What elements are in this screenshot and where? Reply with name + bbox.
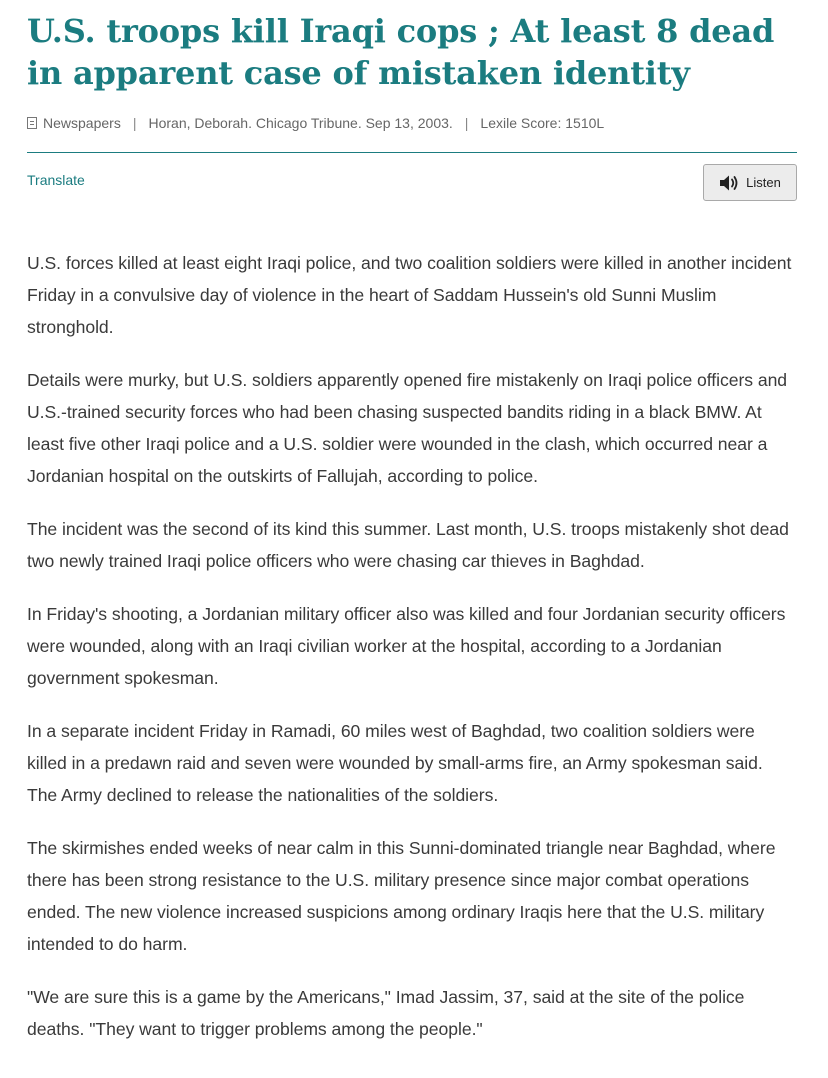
article-headline: U.S. troops kill Iraqi cops ; At least 8 dead in apparent case of mistaken identity bbox=[27, 12, 775, 92]
speaker-icon bbox=[719, 174, 739, 192]
article-tools bbox=[27, 153, 797, 205]
article-meta bbox=[27, 114, 797, 132]
listen-label: Listen bbox=[746, 175, 781, 190]
translate-link[interactable]: Translate bbox=[27, 172, 85, 188]
meta-separator: | bbox=[132, 115, 137, 131]
citation: Horan, Deborah. Chicago Tribune. Sep 13, 2003. bbox=[148, 115, 453, 131]
article-paragraph: Details were murky, but U.S. soldiers apparently opened fire mistakenly on Iraqi police officers and U.S.-trained security forces who had been chasing suspected bandits riding in a black BMW. At least five other Iraqi police and a U.S. soldier were wounded in the clash, which occurred near a Jordanian hospital on the outskirts of Fallujah, according to police. bbox=[27, 370, 788, 486]
article-paragraph: In a separate incident Friday in Ramadi, 60 miles west of Baghdad, two coalition soldiers were killed in a predawn raid and seven were wounded by small-arms fire, an Army spokesman said. The Army declined to release the nationalities of the soldiers. bbox=[27, 721, 763, 805]
article-paragraph: The incident was the second of its kind this summer. Last month, U.S. troops mistakenly shot dead two newly trained Iraqi police officers who were chasing car thieves in Baghdad. bbox=[27, 519, 789, 571]
article-paragraph: The skirmishes ended weeks of near calm in this Sunni-dominated triangle near Baghdad, where there has been strong resistance to the U.S. military presence since major combat operations ended. The new violence increased suspicions among ordinary Iraqis here that the U.S. military intended to do harm. bbox=[27, 838, 776, 954]
article-body bbox=[27, 247, 797, 1045]
document-icon bbox=[27, 117, 37, 129]
source-type: Newspapers bbox=[43, 115, 121, 131]
meta-separator: | bbox=[464, 115, 469, 131]
article-paragraph: In Friday's shooting, a Jordanian military officer also was killed and four Jordanian security officers were wounded, along with an Iraqi civilian worker at the hospital, according to a Jordanian government spokesman. bbox=[27, 604, 786, 688]
lexile-score: Lexile Score: 1510L bbox=[480, 115, 605, 131]
article-paragraph: "We are sure this is a game by the Americans," Imad Jassim, 37, said at the site of the police deaths. "They want to trigger problems among the people." bbox=[27, 987, 745, 1039]
listen-button[interactable] bbox=[703, 164, 797, 201]
article-paragraph: U.S. forces killed at least eight Iraqi police, and two coalition soldiers were killed in another incident Friday in a convulsive day of violence in the heart of Saddam Hussein's old Sunni Muslim stronghold. bbox=[27, 253, 792, 337]
